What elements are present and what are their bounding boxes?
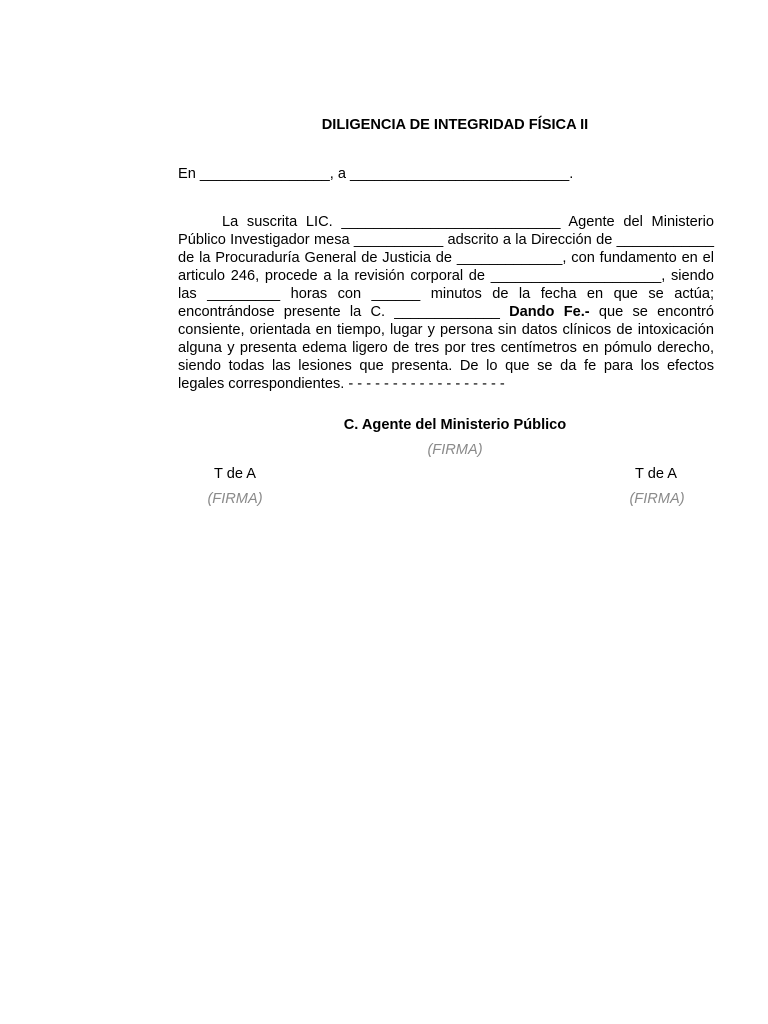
paragraph-part1: La suscrita LIC. ___________________________ Agente del Ministerio Público Investigador mesa ___________ adscrito a la Dirección de ____________ de la Procuraduría General de Justicia de _____________, con fundamento en el articulo 246, procede a la revisión corporal de _____________________, siendo las _________ horas con ______ minutos de la fecha en que se actúa; encontrándose presente la C. _____________ bbox=[178, 214, 714, 320]
document-title: DILIGENCIA DE INTEGRIDAD FÍSICA II bbox=[321, 117, 589, 133]
signer-title: C. Agente del Ministerio Público bbox=[343, 417, 567, 433]
body-paragraph bbox=[178, 213, 714, 393]
paragraph-part2: que se encontró consiente, orientada en tiempo, lugar y persona sin datos clínicos de intoxicación alguna y presenta edema ligero de tres por tres centímetros en pómulo derecho, siendo todas las lesiones que presenta. De lo que se da fe para los efectos legales correspondientes. - - - - - - - - - - - - - - - - - - bbox=[178, 304, 714, 392]
signature-placeholder-left: (FIRMA) bbox=[207, 491, 263, 507]
signature-placeholder-right: (FIRMA) bbox=[629, 491, 685, 507]
signature-placeholder-center: (FIRMA) bbox=[427, 442, 483, 458]
witness-left-label: T de A bbox=[214, 466, 256, 482]
paragraph-bold-phrase: Dando Fe.- bbox=[509, 304, 590, 320]
witness-right-label: T de A bbox=[635, 466, 677, 482]
place-date-line: En ________________, a ___________________________. bbox=[178, 166, 574, 182]
